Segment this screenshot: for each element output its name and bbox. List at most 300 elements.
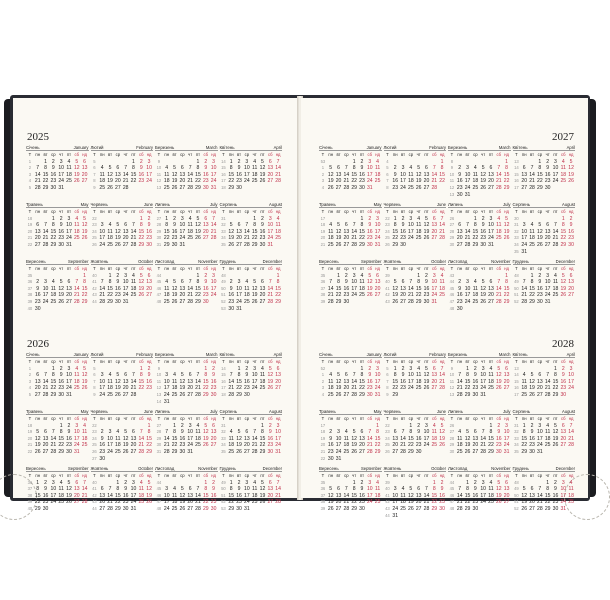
day-number: 17 [400, 178, 406, 185]
blank-cell [366, 423, 374, 430]
week-number: 13 [449, 391, 455, 397]
week-number: 23 [385, 222, 390, 228]
month-name-ua: Березень [448, 145, 468, 150]
week-number: 9 [386, 391, 389, 397]
week-number: 47 [449, 298, 455, 304]
day-number: 20 [343, 385, 350, 392]
day-number: 8 [237, 372, 241, 379]
blank-cell [399, 159, 407, 166]
day-number: 27 [343, 391, 350, 398]
month-name-en: October [138, 259, 153, 264]
week-number: 43 [449, 272, 455, 278]
month-header [384, 409, 447, 415]
weekday-header: Т [321, 359, 325, 364]
weekday-header: чт [252, 473, 257, 478]
day-number: 18 [275, 228, 281, 235]
week-number: 41 [92, 279, 97, 285]
day-number: 15 [488, 435, 494, 442]
week-number: 14 [514, 372, 519, 378]
day-number: 18 [66, 171, 72, 178]
month-header [26, 202, 89, 208]
day-number: 24 [423, 442, 430, 449]
day-number: 13 [488, 285, 494, 292]
weekday-header: Т [450, 266, 454, 271]
day-number: 28 [431, 184, 438, 191]
week-number: 5 [28, 391, 32, 397]
day-number: 14 [73, 285, 80, 292]
month-may [318, 202, 383, 259]
day-number: 18 [560, 171, 567, 178]
day-number: 16 [472, 492, 479, 499]
day-number: 22 [544, 499, 551, 506]
weekday-header: пн [521, 152, 527, 157]
day-number: 7 [481, 429, 485, 436]
weekday-header: пт [195, 359, 201, 364]
day-number: 27 [529, 505, 535, 512]
day-number: 26 [423, 385, 430, 392]
day-number: 4 [569, 479, 573, 486]
day-number: 18 [195, 435, 201, 442]
day-number: 3 [108, 429, 112, 436]
weekday-header: чт [252, 209, 257, 214]
week-number: 2 [28, 165, 32, 171]
blank-cell [423, 480, 431, 487]
day-number: 18 [81, 435, 88, 442]
day-number: 10 [560, 486, 567, 493]
day-number: 5 [417, 165, 421, 172]
day-number: 10 [351, 279, 357, 286]
day-number: 6 [417, 486, 421, 493]
weekday-header: нд [504, 266, 509, 271]
blank-cell [235, 273, 243, 280]
day-number: 26 [66, 499, 72, 506]
weekday-header: пт [131, 209, 136, 214]
day-number: 11 [228, 435, 234, 442]
week-number: 17 [221, 178, 226, 184]
day-number: 17 [423, 435, 430, 442]
month-name-ua: Жовтень [383, 259, 402, 264]
day-number: 26 [73, 178, 80, 185]
blank-cell [186, 159, 194, 166]
week-number: 47 [156, 499, 162, 505]
day-number: 22 [202, 385, 209, 392]
week-number: 51 [514, 499, 519, 505]
weekday-header: чт [123, 266, 128, 271]
day-number: 7 [188, 279, 192, 286]
day-number: 21 [130, 385, 137, 392]
weekday-header: нд [439, 473, 445, 478]
day-number: 29 [359, 391, 365, 398]
blank-cell [163, 273, 171, 280]
week-number: 15 [514, 171, 519, 177]
day-number: 4 [417, 215, 421, 222]
day-number: 24 [42, 298, 49, 305]
blank-cell [122, 159, 130, 166]
day-number: 8 [36, 486, 40, 493]
day-number: 29 [275, 298, 281, 305]
day-number: 31 [163, 398, 170, 405]
weekday-header: пт [424, 209, 429, 214]
month-name-en: October [431, 259, 446, 264]
day-number: 30 [66, 448, 72, 455]
week-number: 36 [27, 479, 33, 485]
day-number: 9 [329, 435, 333, 442]
day-number: 19 [408, 499, 414, 506]
day-number: 1 [505, 158, 509, 165]
day-number: 8 [132, 165, 135, 172]
month-header [26, 466, 89, 472]
month-july [154, 202, 219, 259]
day-number: 28 [42, 391, 49, 398]
weekday-header: пт [488, 209, 494, 214]
day-number: 2 [481, 215, 485, 222]
day-number: 5 [116, 222, 120, 229]
day-number: 25 [58, 499, 64, 506]
day-number: 23 [415, 442, 422, 449]
day-number: 11 [50, 285, 56, 292]
day-number: 8 [530, 279, 534, 286]
month-name-ua: Грудень [512, 259, 529, 264]
day-number: 28 [456, 505, 463, 512]
month-february [90, 352, 155, 409]
day-number: 15 [503, 285, 510, 292]
day-number: 18 [50, 292, 57, 299]
day-number: 17 [163, 499, 170, 506]
day-number: 22 [107, 292, 113, 299]
day-number: 12 [415, 171, 422, 178]
day-number: 18 [99, 178, 106, 185]
weekday-header: ср [115, 473, 121, 478]
day-number: 30 [529, 448, 535, 455]
month-name-ua: Грудень [219, 259, 236, 264]
day-number: 28 [568, 442, 574, 449]
day-number: 13 [42, 435, 49, 442]
day-number: 22 [351, 499, 357, 506]
month-name-en: June [436, 409, 446, 414]
day-number: 27 [472, 448, 479, 455]
day-number: 20 [343, 235, 350, 242]
blank-cell [528, 480, 536, 487]
week-number: 34 [221, 442, 226, 448]
day-number: 17 [366, 171, 373, 178]
weekday-header: сб [268, 209, 273, 214]
day-number: 4 [173, 486, 176, 493]
day-number: 14 [521, 285, 528, 292]
week-number: 36 [320, 486, 326, 492]
weekday-header: вт [108, 209, 113, 214]
day-number: 9 [212, 372, 216, 379]
weekday-header: пн [392, 473, 398, 478]
day-number: 1 [530, 272, 534, 279]
day-number: 14 [210, 222, 217, 229]
weekday-header: пн [457, 266, 463, 271]
week-number: 2 [321, 378, 325, 384]
weekday-header: пт [359, 152, 365, 157]
day-number: 5 [337, 372, 340, 379]
day-number: 23 [400, 235, 406, 242]
day-number: 14 [495, 285, 502, 292]
blank-cell [342, 159, 350, 166]
weekday-header: Т [386, 266, 389, 271]
weekday-header: чт [352, 359, 357, 364]
weekday-header: нд [568, 359, 574, 364]
weekday-header: вт [401, 152, 406, 157]
day-number: 22 [392, 235, 399, 242]
week-number: 6 [93, 165, 96, 171]
week-number: 52 [320, 365, 326, 371]
day-number: 31 [392, 512, 399, 519]
day-number: 17 [503, 435, 510, 442]
blank-cell [186, 366, 194, 373]
day-number: 10 [374, 222, 381, 229]
month-header [319, 352, 382, 358]
week-number: 10 [156, 165, 162, 171]
weekday-header: Т [157, 266, 161, 271]
day-number: 4 [67, 158, 71, 165]
week-number: 44 [449, 479, 455, 485]
weekday-header: сб [74, 266, 80, 271]
day-number: 20 [374, 285, 381, 292]
day-number: 31 [544, 298, 551, 305]
day-number: 16 [472, 378, 479, 385]
week-number: 10 [449, 171, 455, 177]
day-number: 16 [146, 378, 152, 385]
day-number: 7 [409, 279, 413, 286]
day-number: 5 [352, 429, 356, 436]
day-number: 20 [202, 228, 209, 235]
day-number: 2 [368, 215, 372, 222]
day-number: 11 [259, 372, 266, 379]
day-number: 28 [210, 235, 217, 242]
month-name-ua: Липень [448, 409, 463, 414]
day-number: 17 [73, 435, 80, 442]
day-number: 19 [267, 378, 274, 385]
day-number: 6 [180, 165, 184, 172]
week-number: 46 [449, 292, 455, 298]
weekday-header: ср [344, 266, 349, 271]
weekday-header: пт [260, 152, 265, 157]
day-number: 4 [546, 422, 550, 429]
day-number: 22 [408, 442, 414, 449]
day-number: 27 [521, 184, 528, 191]
day-number: 5 [530, 372, 534, 379]
week-number: 32 [514, 228, 519, 234]
day-number: 18 [456, 442, 463, 449]
day-number: 4 [100, 165, 104, 172]
day-number: 5 [229, 222, 233, 229]
week-number: 45 [449, 486, 455, 492]
day-number: 12 [228, 228, 235, 235]
day-number: 14 [327, 285, 334, 292]
week-number: 19 [320, 435, 326, 441]
day-number: 16 [456, 178, 463, 185]
month-header [448, 202, 511, 208]
day-number: 1 [108, 272, 112, 279]
blank-cell [106, 423, 114, 430]
weekday-header: сб [367, 416, 373, 421]
day-number: 3 [180, 215, 184, 222]
day-number: 3 [409, 365, 413, 372]
day-number: 20 [503, 492, 510, 499]
day-number: 23 [400, 385, 406, 392]
day-grid [319, 266, 382, 306]
day-number: 17 [244, 492, 250, 499]
day-number: 13 [560, 429, 567, 436]
weekday-header: ср [408, 152, 414, 157]
day-number: 20 [488, 178, 494, 185]
day-number: 10 [480, 372, 486, 379]
month-name-en: May [80, 409, 89, 414]
month-name-en: March [205, 145, 218, 150]
month-header [384, 259, 447, 265]
week-number: 18 [221, 184, 226, 190]
week-number: 52 [221, 499, 226, 505]
day-number: 2 [36, 279, 40, 286]
day-number: 14 [138, 435, 145, 442]
day-number: 7 [368, 429, 372, 436]
day-number: 17 [374, 228, 381, 235]
week-number: 52 [221, 298, 226, 304]
day-number: 25 [66, 178, 72, 185]
day-number: 1 [44, 158, 47, 165]
day-number: 27 [392, 448, 399, 455]
weekday-header: сб [367, 359, 373, 364]
day-number: 17 [521, 235, 528, 242]
day-grid [513, 209, 576, 255]
day-number: 13 [187, 378, 193, 385]
day-number: 21 [130, 235, 137, 242]
day-number: 29 [146, 448, 152, 455]
day-number: 11 [107, 228, 113, 235]
blank-cell [235, 423, 243, 430]
day-number: 4 [329, 222, 333, 229]
blank-cell [520, 159, 528, 166]
weekday-header: сб [432, 416, 437, 421]
day-grid [220, 152, 283, 192]
day-number: 5 [481, 279, 485, 286]
blank-cell [335, 159, 343, 166]
month-header [155, 352, 218, 358]
day-number: 23 [343, 292, 350, 299]
weekday-header: пт [195, 473, 201, 478]
day-number: 3 [276, 422, 280, 429]
day-number: 1 [473, 215, 477, 222]
day-number: 15 [464, 378, 471, 385]
day-number: 7 [497, 279, 501, 286]
day-number: 25 [400, 505, 406, 512]
day-number: 19 [122, 442, 129, 449]
day-number: 9 [245, 372, 249, 379]
weekday-header: ср [244, 152, 250, 157]
day-number: 1 [139, 365, 143, 372]
day-number: 1 [196, 272, 200, 279]
day-number: 1 [376, 422, 380, 429]
day-number: 8 [546, 486, 550, 493]
month-header [319, 466, 382, 472]
day-number: 9 [473, 372, 477, 379]
day-number: 21 [552, 235, 559, 242]
day-number: 25 [456, 448, 463, 455]
blank-cell [350, 216, 358, 223]
weekday-header: ср [180, 359, 185, 364]
week-number: 2 [321, 171, 325, 177]
weekday-header: сб [268, 266, 273, 271]
day-number: 15 [228, 171, 235, 178]
day-number: 13 [122, 378, 129, 385]
day-number: 15 [81, 285, 88, 292]
day-number: 27 [343, 241, 350, 248]
blank-cell [227, 273, 235, 280]
day-number: 3 [376, 215, 380, 222]
day-number: 12 [259, 486, 266, 493]
day-number: 7 [458, 372, 462, 379]
day-number: 31 [431, 298, 438, 305]
day-grid [448, 209, 511, 249]
weekday-header: сб [268, 473, 273, 478]
day-number: 5 [196, 215, 200, 222]
day-number: 18 [58, 492, 64, 499]
weekday-header: нд [504, 416, 509, 421]
day-number: 23 [472, 499, 479, 506]
day-number: 2 [401, 365, 405, 372]
weekday-header: пн [228, 473, 234, 478]
weekday-header: вт [530, 359, 535, 364]
day-number: 11 [416, 372, 422, 379]
day-number: 13 [259, 285, 266, 292]
day-number: 13 [66, 285, 72, 292]
month-name-ua: Березень [155, 145, 175, 150]
day-number: 8 [505, 165, 509, 172]
day-number: 3 [147, 158, 151, 165]
day-number: 9 [124, 486, 128, 493]
week-number: 35 [27, 272, 33, 278]
day-number: 22 [335, 292, 342, 299]
day-number: 12 [146, 486, 152, 493]
day-number: 19 [259, 492, 266, 499]
day-number: 5 [393, 279, 397, 286]
day-number: 4 [173, 372, 176, 379]
day-number: 13 [244, 435, 250, 442]
day-number: 23 [99, 448, 106, 455]
week-number: 18 [27, 215, 33, 221]
blank-cell [552, 216, 560, 223]
day-number: 30 [171, 241, 178, 248]
blank-cell [327, 423, 335, 430]
day-number: 17 [210, 171, 217, 178]
day-number: 5 [108, 165, 112, 172]
day-number: 18 [163, 178, 170, 185]
weekday-header: вт [237, 266, 242, 271]
weekday-header: чт [481, 266, 486, 271]
day-number: 15 [351, 492, 357, 499]
day-number: 26 [327, 505, 334, 512]
day-number: 22 [163, 235, 170, 242]
day-number: 30 [146, 241, 152, 248]
day-number: 31 [187, 448, 193, 455]
day-number: 9 [204, 165, 208, 172]
day-number: 6 [561, 422, 565, 429]
day-number: 27 [122, 391, 129, 398]
week-number: 40 [385, 486, 390, 492]
blank-cell [456, 273, 464, 280]
blank-cell [391, 159, 399, 166]
day-number: 4 [432, 422, 436, 429]
weekday-header: нд [211, 266, 216, 271]
day-number: 22 [236, 385, 242, 392]
day-number: 31 [244, 505, 250, 512]
day-number: 11 [74, 222, 80, 229]
day-number: 7 [344, 165, 348, 172]
